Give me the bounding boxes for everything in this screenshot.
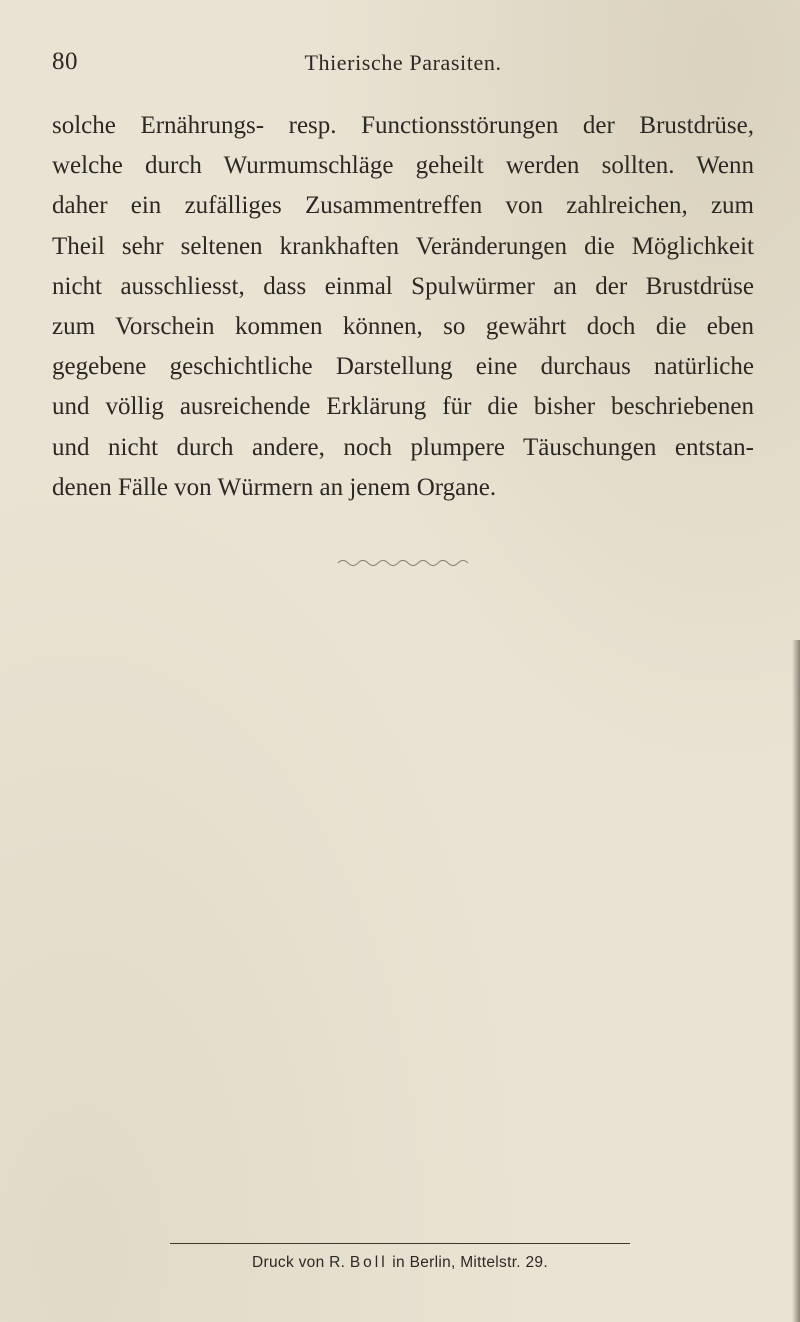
text-line: gegebene geschichtliche Darstellung eine durchaus natürliche (52, 353, 754, 381)
text-line: Theil sehr seltenen krankhaften Veränderungen die Möglichkeit (52, 232, 754, 260)
page-header (52, 48, 754, 88)
text-line: und völlig ausreichende Erklärung für die bisher beschriebenen (52, 393, 754, 421)
page-edge-shadow (792, 640, 800, 1322)
text-line: zum Vorschein kommen können, so gewährt doch die eben (52, 313, 754, 341)
running-title: Thierische Parasiten. (304, 50, 502, 75)
text-line: welche durch Wurmumschläge geheilt werden sollten. Wenn (52, 152, 754, 180)
text-line: daher ein zufälliges Zusammentreffen von zahlreichen, zum (52, 192, 754, 220)
text-line: nicht ausschliesst, dass einmal Spulwürmer an der Brustdrüse (52, 272, 754, 300)
printer-imprint (0, 1254, 800, 1272)
text-line: und nicht durch andere, noch plumpere Täuschungen entstan- (52, 433, 754, 461)
imprint-prefix: Druck von R. (252, 1254, 346, 1271)
imprint-printer-name: Boll (349, 1254, 388, 1271)
text-line: solche Ernährungs- resp. Functionsstörungen der Brustdrüse, (52, 112, 754, 139)
page-number: 80 (52, 48, 78, 75)
footer-rule (170, 1243, 630, 1244)
text-line: denen Fälle von Würmern an jenem Organe. (52, 473, 497, 501)
wave-ornament-icon (336, 556, 476, 568)
imprint-suffix: in Berlin, Mittelstr. 29. (392, 1254, 548, 1271)
body-paragraph (52, 106, 754, 508)
